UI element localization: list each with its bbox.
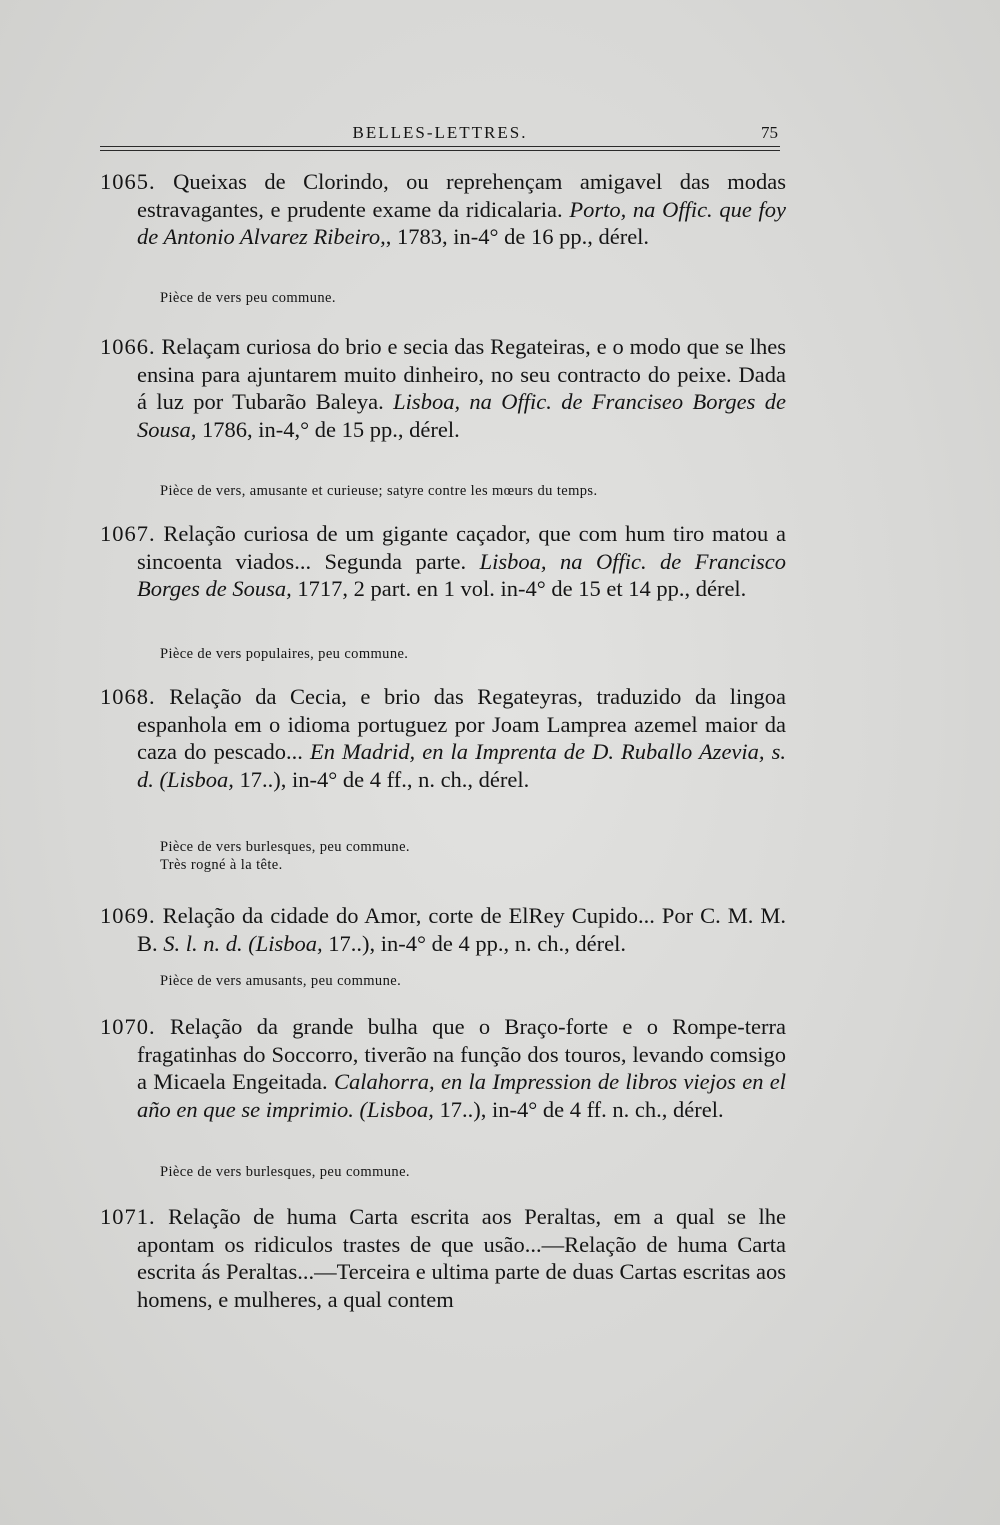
note-line: Pièce de vers peu commune. xyxy=(160,290,336,306)
catalog-entry xyxy=(100,520,786,603)
header-rule xyxy=(100,146,780,147)
entry-imprint: Calahorra, en la Impression de libros viejos en el año en que se imprimio. (Lisboa, xyxy=(137,1069,786,1122)
entry-details: 17..), in-4° de 4 pp., n. ch., dérel. xyxy=(322,930,626,956)
entry-title: Relação da Cecia, e brio das Regateyras, traduzido da lingoa espanhola em o idioma portuguez por Joam Lamprea azemel maior da caza do pescado... xyxy=(137,684,787,765)
entry-number: 1067. xyxy=(100,521,156,546)
entry-note xyxy=(160,838,780,874)
entry-note xyxy=(160,645,780,663)
entry-number: 1069. xyxy=(100,903,156,928)
entry-number: 1070. xyxy=(100,1014,156,1039)
entry-details: , 1783, in-4° de 16 pp., dérel. xyxy=(385,224,650,250)
entry-number: 1071. xyxy=(100,1204,156,1229)
entry-title: Relação de huma Carta escrita aos Peraltas, em a qual se lhe apontam os ridiculos trastes de que usão...—Relação de huma Carta escrita ás Peraltas...—Terceira e ultima parte de duas Cartas escritas aos homens, e mulheres, a qual contem xyxy=(137,1204,786,1312)
page-number: 75 xyxy=(761,123,778,142)
entry-title: Relação da grande bulha que o Braço-forte e o Rompe-terra fragatinhas do Soccorro, tiverão na função dos touros, levando comsigo a Micaela Engeitada. xyxy=(137,1014,786,1095)
entry-details: 17..), in-4° de 4 ff., n. ch., dérel. xyxy=(233,766,530,792)
running-title: BELLES-LETTRES. xyxy=(352,123,528,142)
entry-imprint: Lisboa, na Offic. de Francisco Borges de Sousa, xyxy=(137,548,786,602)
entry-note xyxy=(160,482,780,500)
entry-number: 1065. xyxy=(100,169,156,194)
entry-note xyxy=(160,1163,780,1181)
note-line: Pièce de vers, amusante et curieuse; satyre contre les mœurs du temps. xyxy=(160,483,598,499)
note-line: Pièce de vers burlesques, peu commune. xyxy=(160,839,410,855)
entry-imprint: En Madrid, en la Imprenta de D. Ruballo Azevia, s. d. (Lisboa, xyxy=(137,739,786,792)
entry-title: Relação curiosa de um gigante caçador, que com hum tiro matou a sincoenta viados... Segunda parte. xyxy=(137,521,786,574)
note-line: Pièce de vers populaires, peu commune. xyxy=(160,646,409,662)
entry-number: 1066. xyxy=(100,334,156,359)
entry-title: Relação da cidade do Amor, corte de ElRey Cupido... Por C. M. M. B. xyxy=(137,903,786,956)
entry-note xyxy=(160,289,780,307)
page-header xyxy=(100,122,780,154)
entry-details: 1717, 2 part. en 1 vol. in-4° de 15 et 14 pp., dérel. xyxy=(291,576,747,602)
entry-number: 1068. xyxy=(100,684,156,709)
header-rule xyxy=(100,150,780,151)
entry-title: Queixas de Clorindo, ou reprehençam amigavel das modas estravagantes, e prudente exame da ridicalaria. xyxy=(137,169,787,222)
note-line: Pièce de vers amusants, peu commune. xyxy=(160,973,402,989)
catalog-entry xyxy=(100,902,786,957)
catalog-entry xyxy=(100,1203,786,1313)
entry-imprint: Porto, na Offic. que foy de Antonio Alvarez Ribeiro, xyxy=(137,196,787,250)
note-line: Pièce de vers burlesques, peu commune. xyxy=(160,1164,410,1180)
entry-imprint: Lisboa, na Offic. de Franciseo Borges de Sousa, xyxy=(137,389,787,442)
entry-details: 17..), in-4° de 4 ff. n. ch., dérel. xyxy=(433,1096,724,1122)
note-line: Très rogné à la tête. xyxy=(160,857,283,873)
catalog-entry xyxy=(100,683,786,793)
catalog-entry xyxy=(100,168,786,251)
entry-imprint: S. l. n. d. (Lisboa, xyxy=(163,930,323,956)
catalog-entry xyxy=(100,1013,786,1123)
catalog-entry xyxy=(100,333,786,443)
entry-details: 1786, in-4,° de 15 pp., dérel. xyxy=(196,416,460,442)
entry-note xyxy=(160,972,780,990)
entry-title: Relaçam curiosa do brio e secia das Regateiras, e o modo que se lhes ensina para ajuntarem muito dinheiro, no seu contracto do peixe. Dada á luz por Tubarão Baleya. xyxy=(137,334,786,415)
